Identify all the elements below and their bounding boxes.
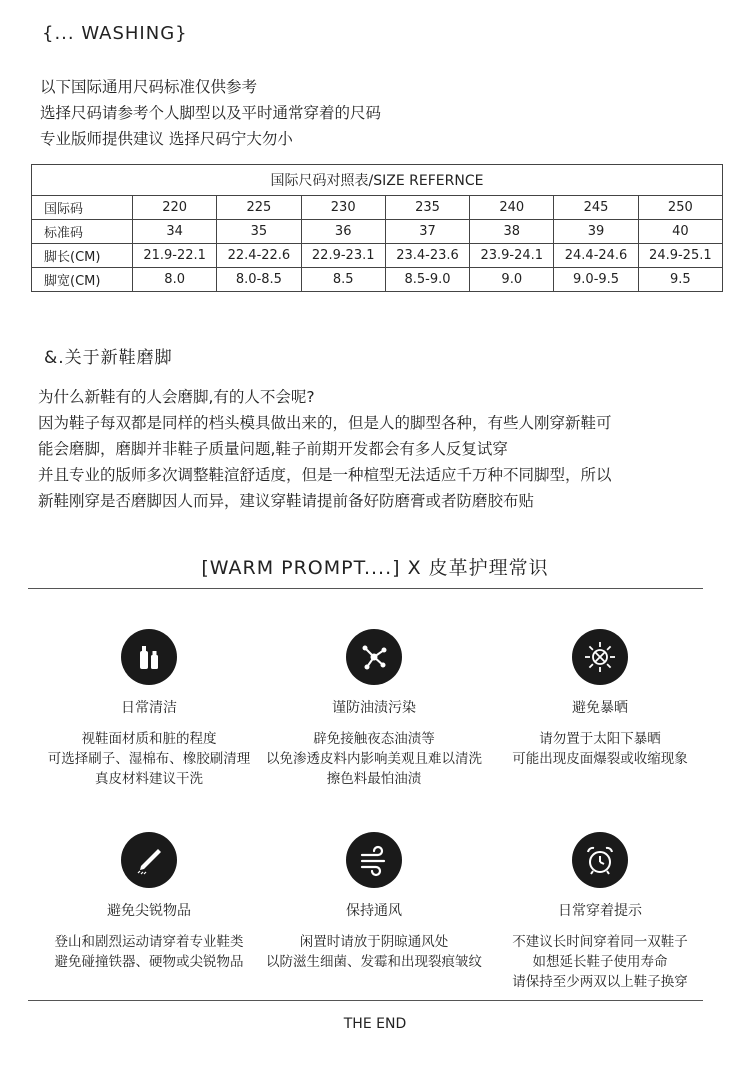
care-tip-ventilation [249,832,499,972]
tip-title: 避免暴晒 [572,700,628,716]
tip-title: 谨防油渍污染 [332,700,416,716]
table-cell: 220 [133,196,217,220]
size-notes [40,74,381,152]
table-cell: 235 [385,196,469,220]
new-shoes-heading: &.关于新鞋磨脚 [44,348,173,368]
washing-heading: {... WASHING} [42,23,188,44]
size-note: 专业版师提供建议 选择尺码宁大勿小 [40,130,293,148]
tip-line: 避免碰撞铁器、硬物或尖锐物品 [54,954,244,970]
top-divider [28,588,703,589]
tip-line: 请勿置于太阳下暴晒 [539,731,661,747]
tip-line: 辟免接触夜态油渍等 [313,731,435,747]
table-cell: 245 [554,196,638,220]
tip-title: 保持通风 [346,903,402,919]
table-cell: 24.4-24.6 [554,244,638,268]
tip-line: 视鞋面材质和脏的程度 [81,731,217,747]
care-tip-sharp [24,832,274,972]
table-cell: 38 [470,220,554,244]
warm-prompt-title: [WARM PROMPT....] X 皮革护理常识 [201,557,549,579]
tip-line: 可能出现皮面爆裂或收缩现象 [512,751,688,767]
bottom-divider [28,1000,703,1001]
tip-line: 真皮材料建议干洗 [95,771,203,787]
size-note: 以下国际通用尺码标准仅供参考 [40,78,258,96]
row-label: 脚长(CM) [32,244,133,268]
table-cell: 36 [301,220,385,244]
no-sun-icon [572,629,628,685]
table-cell: 35 [217,220,301,244]
table-cell: 23.9-24.1 [470,244,554,268]
table-cell: 22.9-23.1 [301,244,385,268]
cleaning-bottles-icon [121,629,177,685]
paragraph-line: 为什么新鞋有的人会磨脚,有的人不会呢? [38,388,315,406]
table-cell: 24.9-25.1 [638,244,722,268]
paragraph-line: 并且专业的版师多次调整鞋渲舒适度，但是一种楦型无法适应千万种不同脚型，所以 [38,466,612,484]
table-cell: 8.5 [301,268,385,292]
care-tip-oil-stain [249,629,499,789]
care-tip-sun [475,629,725,769]
sharp-blade-icon [121,832,177,888]
table-cell: 8.0-8.5 [217,268,301,292]
table-cell: 34 [133,220,217,244]
table-cell: 230 [301,196,385,220]
size-reference-table [31,164,723,292]
size-table-caption: 国际尺码对照表/SIZE REFERNCE [32,165,723,196]
paragraph-line: 能会磨脚，磨脚并非鞋子质量问题,鞋子前期开发都会有多人反复试穿 [38,440,508,458]
row-label: 标准码 [32,220,133,244]
tip-line: 擦色料最怕油渍 [326,771,422,787]
table-row [32,244,723,268]
care-tip-cleaning [24,629,274,789]
care-tip-daily-wear [475,832,725,992]
table-cell: 225 [217,196,301,220]
tip-line: 请保持至少两双以上鞋子换穿 [512,974,688,990]
stain-splash-icon [346,629,402,685]
paragraph-line: 新鞋刚穿是否磨脚因人而异，建议穿鞋请提前备好防磨膏或者防磨胶布贴 [38,492,535,510]
table-cell: 8.0 [133,268,217,292]
tip-line: 闲置时请放于阴晾通风处 [299,934,449,950]
table-cell: 23.4-23.6 [385,244,469,268]
tip-line: 不建议长时间穿着同一双鞋子 [512,934,688,950]
table-cell: 40 [638,220,722,244]
tip-line: 登山和剧烈运动请穿着专业鞋类 [54,934,244,950]
tip-title: 避免尖锐物品 [107,903,191,919]
table-cell: 240 [470,196,554,220]
alarm-clock-icon [572,832,628,888]
table-row [32,268,723,292]
table-row [32,196,723,220]
table-cell: 8.5-9.0 [385,268,469,292]
tip-title: 日常穿着提示 [558,903,642,919]
table-cell: 22.4-22.6 [217,244,301,268]
end-text: THE END [343,1016,407,1032]
new-shoes-paragraph [38,384,612,514]
tip-line: 以免渗透皮料内影响美观且难以清洗 [266,751,482,767]
row-label: 国际码 [32,196,133,220]
table-cell: 37 [385,220,469,244]
tip-line: 以防滋生细菌、发霉和出现裂痕皱纹 [266,954,482,970]
tip-line: 可选择刷子、湿棉布、橡胶刷清理 [47,751,251,767]
tip-line: 如想延长鞋子使用寿命 [532,954,668,970]
size-note: 选择尺码请参考个人脚型以及平时通常穿着的尺码 [40,104,382,122]
paragraph-line: 因为鞋子每双都是同样的档头模具做出来的，但是人的脚型各种，有些人刚穿新鞋可 [38,414,612,432]
tip-title: 日常清洁 [121,700,177,716]
table-row [32,220,723,244]
row-label: 脚宽(CM) [32,268,133,292]
table-cell: 9.0 [470,268,554,292]
table-cell: 39 [554,220,638,244]
table-cell: 9.0-9.5 [554,268,638,292]
wind-icon [346,832,402,888]
table-cell: 21.9-22.1 [133,244,217,268]
table-cell: 9.5 [638,268,722,292]
table-cell: 250 [638,196,722,220]
